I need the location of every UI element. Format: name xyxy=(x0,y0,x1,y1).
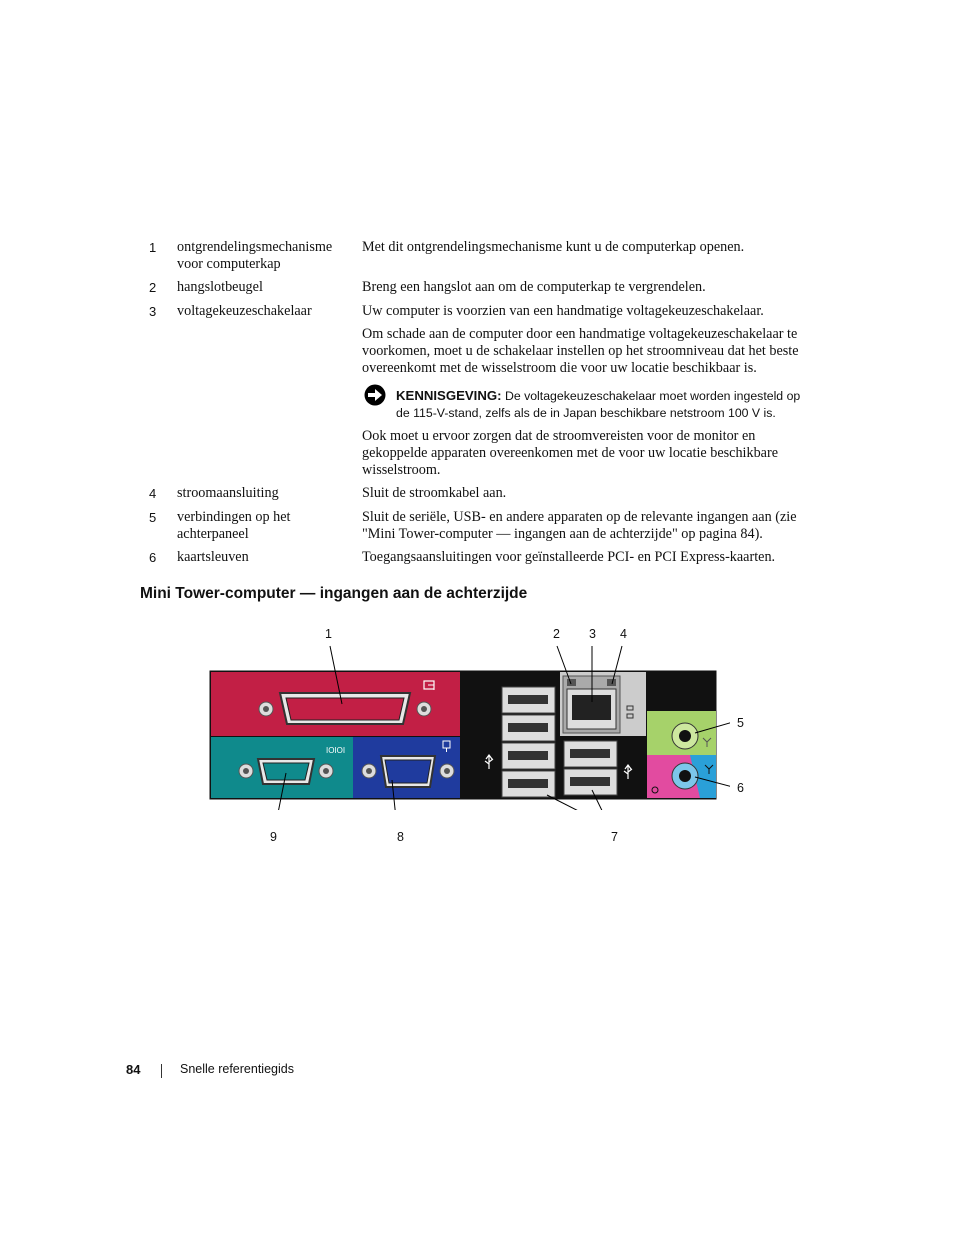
row-description: Sluit de seriële, USB- en andere apparaten op de relevante ingangen aan (zie "Mini Tower-computer — ingangen aan de achterzijde" op pagina 84). xyxy=(362,509,797,542)
callout-2: 2 xyxy=(553,627,560,641)
row-description: Met dit ontgrendelingsmechanisme kunt u de computerkap openen. xyxy=(362,239,745,255)
voltage-paragraph-2: Ook moet u ervoor zorgen dat de stroomvereisten voor de monitor en gekoppelde apparaten overeenkomen met de voor uw locatie beschikbare wisselstroom. xyxy=(362,428,778,478)
row-term: hangslotbeugel xyxy=(177,279,263,295)
row-number: 2 xyxy=(149,280,157,295)
row-term: stroomaansluiting xyxy=(177,485,279,501)
line-out-jack xyxy=(672,723,698,749)
row-term: voltagekeuzeschakelaar xyxy=(177,303,312,319)
row-number: 1 xyxy=(149,240,157,255)
notice-icon xyxy=(364,384,386,406)
row-term: kaartsleuven xyxy=(177,549,249,565)
row-number: 3 xyxy=(149,304,157,319)
row-description: Sluit de stroomkabel aan. xyxy=(362,485,507,501)
footer-divider xyxy=(161,1064,162,1078)
notice xyxy=(396,387,816,422)
notice-text: De voltagekeuzeschakelaar moet worden ingesteld op de 115-V-stand, zelfs als de in Japan beschikbare netstroom 100 V is. xyxy=(396,389,801,420)
callout-4: 4 xyxy=(620,627,627,641)
callout-9: 9 xyxy=(270,830,277,844)
voltage-paragraph: Om schade aan de computer door een handmatige voltagekeuzeschakelaar te voorkomen, moet u de schakelaar instellen op het stroomniveau dat het beste overeenkomt met de wisselstroom die voor uw locatie beschikbaar is. xyxy=(362,326,799,376)
row-number: 4 xyxy=(149,486,157,501)
callout-7: 7 xyxy=(611,830,618,844)
section-title: Mini Tower-computer — ingangen aan de achterzijde xyxy=(140,585,528,602)
page-number: 84 xyxy=(126,1062,141,1077)
row-description: Uw computer is voorzien van een handmatige voltagekeuzeschakelaar. xyxy=(362,303,764,319)
footer-title: Snelle referentiegids xyxy=(180,1062,294,1076)
callout-1: 1 xyxy=(325,627,332,641)
row-term: verbindingen op het achterpaneel xyxy=(177,509,291,542)
callout-3: 3 xyxy=(589,627,596,641)
callout-5: 5 xyxy=(737,716,744,730)
back-panel-diagram xyxy=(200,640,730,810)
mic-jack xyxy=(672,763,698,789)
callout-8: 8 xyxy=(397,830,404,844)
row-description: Breng een hangslot aan om de computerkap te vergrendelen. xyxy=(362,279,706,295)
row-description: Toegangsaansluitingen voor geïnstalleerde PCI- en PCI Express-kaarten. xyxy=(362,549,776,565)
svg-text:IOIOI: IOIOI xyxy=(326,746,346,755)
row-number: 6 xyxy=(149,550,157,565)
serial-icon xyxy=(326,746,345,755)
callout-6: 6 xyxy=(737,781,744,795)
notice-label: KENNISGEVING: xyxy=(396,388,502,403)
row-term: ontgrendelingsmechanisme voor computerkap xyxy=(177,239,333,272)
row-number: 5 xyxy=(149,510,157,525)
